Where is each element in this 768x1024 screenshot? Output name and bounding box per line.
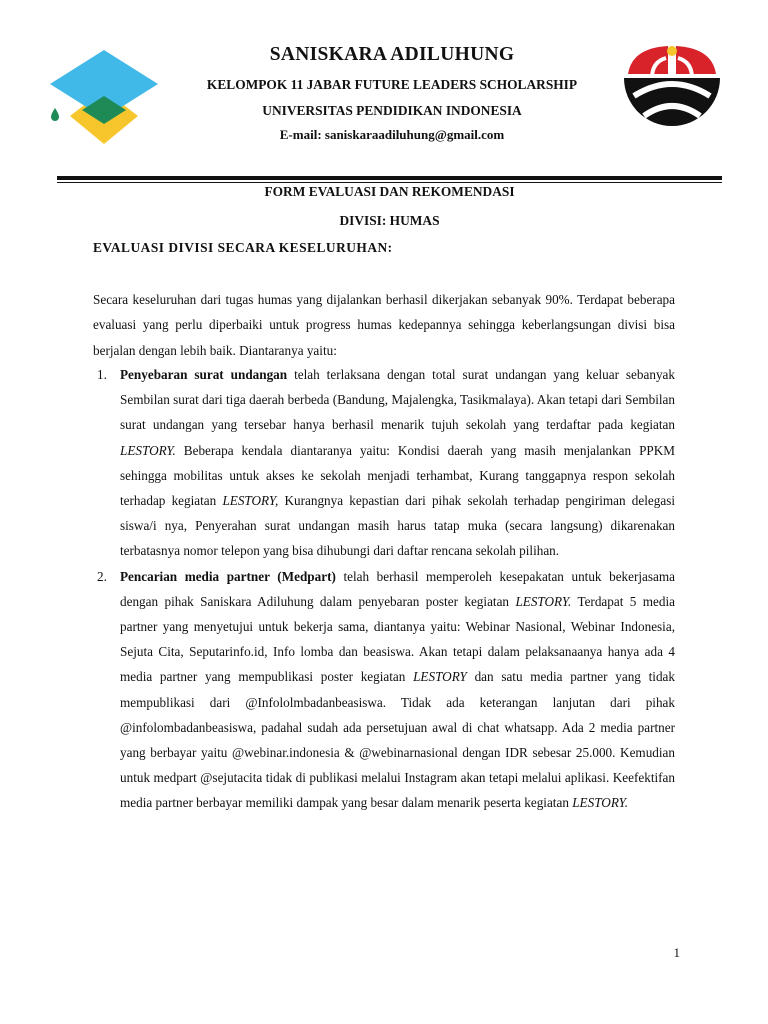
section-heading: EVALUASI DIVISI SECARA KESELURUHAN: bbox=[93, 240, 393, 255]
item-text: Terdapat 5 media partner yang menyetujui untuk bekerja sama, diantanya yaitu: Webinar Nasional, Webinar Indonesia, Sejuta Cita, Seputarinfo.id, Info lomba dan beasiswa. Akan tetapi dalam pelaksanaanya hanya ada 4 media partner yang mempublikasi poster kegiatan bbox=[120, 593, 675, 685]
saniskara-logo bbox=[46, 46, 162, 150]
item-text: Beberapa kendala diantaranya yaitu: Kondisi daerah yang masih menjalankan PPKM sehingga mobilitas untuk akses ke sekolah menjadi terhambat, Kurang tanggapnya respon sekolah terhadap kegiatan bbox=[120, 442, 675, 509]
page-number: 1 bbox=[673, 945, 680, 960]
item-emphasis: LESTORY bbox=[413, 669, 467, 685]
org-email: E-mail: saniskaraadiluhung@gmail.com bbox=[279, 127, 505, 142]
item-emphasis: LESTORY, bbox=[222, 493, 279, 509]
item-text: dan satu media partner yang tidak mempublikasi dari @Infololmbadanbeasiswa. Tidak ada keterangan lanjutan dari pihak @infolombadanbeasiswa, padahal sudah ada persetujuan awal di chat whatsapp. Ada 2 media partner yang berbayar yaitu @webinar.indonesia & @webinarnasional dengan IDR sebesar 25.000. Kemudian untuk medpart @sejutacita tidak di publikasi melalui Instagram akan tetapi melalui aplikasi. Keefektifan media partner berbayar memiliki dampak yang besar dalam menarik peserta kegiatan bbox=[120, 669, 675, 811]
evaluation-list bbox=[93, 362, 675, 816]
header-rule-thick bbox=[57, 176, 722, 180]
item-emphasis: LESTORY. bbox=[572, 795, 629, 811]
item-title: Pencarian media partner (Medpart) bbox=[120, 568, 336, 584]
item-text: telah berhasil memperoleh kesepakatan untuk bekerjasama dengan pihak Saniskara Adiluhung dalam penyebaran poster kegiatan bbox=[120, 568, 675, 609]
form-title: FORM EVALUASI DAN REKOMENDASI bbox=[264, 184, 515, 199]
item-text: telah terlaksana dengan total surat undangan yang keluar sebanyak Sembilan surat dari tiga daerah berbeda (Bandung, Majalengka, Tasikmalaya). Akan tetapi dari Sembilan surat undangan yang tersebar hanya berhasil menarik tujuh sekolah yang terdaftar pada kegiatan bbox=[120, 367, 675, 433]
item-number: 2. bbox=[97, 568, 107, 584]
org-subtitle-1: KELOMPOK 11 JABAR FUTURE LEADERS SCHOLARSHIP bbox=[206, 77, 578, 92]
list-item bbox=[93, 362, 675, 564]
upi-pillar bbox=[668, 58, 676, 78]
item-emphasis: LESTORY. bbox=[120, 442, 176, 458]
item-number: 1. bbox=[97, 367, 107, 382]
item-title: Penyebaran surat undangan bbox=[120, 367, 288, 382]
upi-logo bbox=[622, 44, 722, 142]
upi-flame-dot bbox=[667, 46, 677, 56]
item-text: Kurangnya kepastian dari pihak sekolah terhadap pengiriman delegasi siswa/i nya, Penyerahan surat undangan masih harus tatap muka (secara langsung) dikarenakan terbatasnya nomor telepon yang bisa dihubungi dari daftar rencana sekolah pilihan. bbox=[120, 493, 675, 559]
list-item bbox=[93, 564, 675, 816]
org-title: SANISKARA ADILUHUNG bbox=[269, 44, 515, 65]
intro-paragraph: Secara keseluruhan dari tugas humas yang dijalankan berhasil dikerjakan sebanyak 90%. Terdapat beberapa evaluasi yang perlu diperbaiki untuk progress humas kedepannya sehingga keberlangsungan divisi bisa berjalan dengan lebih baik. Diantaranya yaitu: bbox=[93, 292, 675, 358]
item-emphasis: LESTORY. bbox=[515, 593, 572, 609]
division-title: DIVISI: HUMAS bbox=[339, 213, 440, 228]
org-subtitle-2: UNIVERSITAS PENDIDIKAN INDONESIA bbox=[262, 103, 522, 118]
logo-drop bbox=[51, 108, 59, 121]
header-rule-thin bbox=[57, 182, 722, 183]
